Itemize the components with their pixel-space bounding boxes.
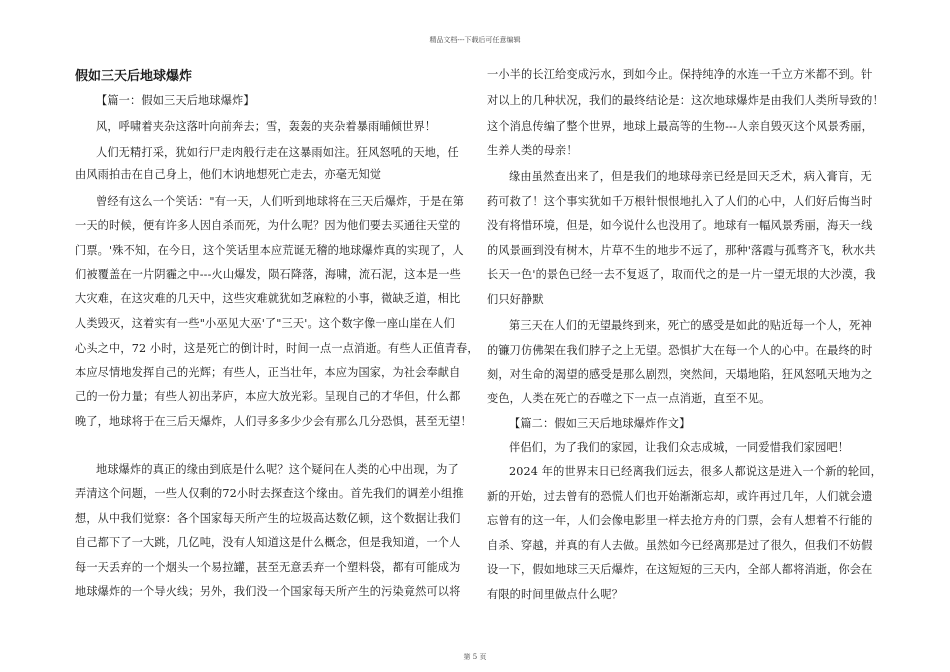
paragraph-line: 风，呼啸着夹杂这落叶向前奔去；雪，轰轰的夹杂着暴雨晡倾世界！: [96, 120, 437, 133]
paragraph-line: 第三天在人们的无望最终到来，死亡的感受是如此的贴近每一个人，死神: [509, 319, 872, 332]
page-header: 精品文档---下载后可任意编辑: [429, 36, 521, 44]
paragraph-line: 们被覆盖在一片阴霾之中---火山爆发，陨石降落，海啸，流石泥，这本是一些: [75, 268, 461, 281]
paragraph-line: 的镰刀仿佛架在我们脖子之上无望。恐惧扩大在每一个人的心中。在最终的时: [487, 344, 873, 357]
paragraph-line: 想，从中我们觉察：各个国家每天所产生的垃圾高达数亿顿，这个数据让我们: [75, 512, 461, 525]
paragraph-line: 地球爆炸的一个导火线；另外，我们没一个国家每天所产生的污染竟然可以将: [75, 585, 461, 598]
paragraph-line: 自己都下了一大跳，几亿吨，没有人知道这是什么概念，但是我知道，一个人: [75, 536, 461, 549]
section-heading: 【篇二：假如三天后地球爆炸作文】: [509, 417, 691, 430]
paragraph-line: 人类毁灭，这着实有一些"小巫见大巫'了"三天'。这个数字像一座山崖在人们: [75, 317, 455, 330]
paragraph-line: 这个消息传编了整个世界，地球上最高等的生物---人亲自毁灭这个风景秀丽，: [487, 120, 873, 133]
paragraph-line: 设一下，假如地球三天后爆炸，在这短短的三天内，全部人都将消逝，你会在: [487, 563, 873, 576]
paragraph-line: 没有将惜环境，但是，如今说什么也没用了。地球有一幅风景秀丽，海天一线: [487, 219, 873, 232]
paragraph-line: 门票。'殊不知，在今日，这个笑话里本应荒诞无稽的地球爆炸真的实现了，人: [75, 244, 464, 257]
paragraph-line: 大灾难，在这灾难的几天中，这些灾难就犹如芝麻粒的小事，微缺乏道，相比: [75, 292, 461, 305]
paragraph-line: 人们无精打采，犹如行尸走肉般行走在这暴雨如注。狂风怒吼的天地，任: [96, 146, 459, 159]
paragraph-line: 晚了，地球将于在三后天爆炸，人们寻多多少少会有那么几分恐惧，甚至无望！: [75, 415, 472, 428]
paragraph-line: 长天一色'的景色已经一去不复返了，取而代之的是一片一望无垠的大沙漠，我: [487, 268, 876, 281]
paragraph-line: 每一天丢弃的一个烟头一个易拉罐，甚至无意丢弃一个塑料袋，都有可能成为: [75, 561, 461, 574]
paragraph-line: 的风景画到没有树木，片草不生的地步不远了，那种'落霞与孤骛齐飞，秋水共: [487, 244, 876, 257]
paragraph-line: 曾经有这么一个笑话："有一天，人们听到地球将在三天后爆炸，于是在第: [96, 195, 465, 208]
paragraph-line: 心头之中，72 小时，这是死亡的倒计时，时间一点一点消逝。有些人正值青春，: [75, 342, 479, 355]
paragraph-line: 生养人类的母亲！: [487, 144, 578, 157]
section-heading: 【篇一：假如三天后地球爆炸】: [96, 94, 255, 107]
paragraph-line: 2024 年的世界末日已经离我们远去，很多人都说这是进入一个新的轮回，: [509, 465, 882, 478]
paragraph-line: 忘曾有的这一年，人们会像电影里一样去抢方舟的门票，会有人想着不行能的: [487, 514, 873, 527]
paragraph-line: 己的一份力量；有些人初出茅庐，本应大放光彩。呈现自己的才华但，什么都: [75, 390, 461, 403]
paragraph-line: 本应尽情地发挥自己的光辉；有些人，正当壮年，本应为国家，为社会奉献自: [75, 366, 461, 379]
paragraph-line: 一小半的长江给变成污水，到如今止。保持纯净的水连一千立方米都不到。针: [487, 68, 873, 81]
document-title: 假如三天后地球爆炸: [75, 69, 193, 84]
paragraph-line: 药可救了！这个事实犹如千万根针恨恨地扎入了人们的心中，人们好后悔当时: [487, 195, 873, 208]
paragraph-line: 地球爆炸的真正的缘由到底是什么呢？这个疑问在人类的心中出现，为了: [96, 463, 459, 476]
paragraph-line: 对以上的几种状况，我们的最终结论是：这次地球爆炸是由我们人类所导致的！: [487, 94, 884, 107]
paragraph-line: 一天的时候，便有许多人因自杀而死，为什么呢？因为他们要去买通往天堂的: [75, 219, 461, 232]
paragraph-line: 弄清这个问题，一些人仅剩的72小时去探查这个缘由。首先我们的调差小组推: [75, 487, 464, 500]
paragraph-line: 变色，人类在死亡的吞噬之下一点一点消逝，直至不见。: [487, 392, 771, 405]
paragraph-line: 伴侣们，为了我们的家园，让我们众志成城，一同爱惜我们家园吧！: [509, 441, 850, 454]
paragraph-line: 自杀、穿越，并真的有人去做。虽然如今已经离那是过了很久，但我们不妨假: [487, 539, 873, 552]
paragraph-line: 由风雨拍击在自己身上，他们木讷地想死亡走去，亦毫无知觉: [75, 168, 382, 181]
page-number: 第 5 页: [463, 653, 487, 661]
paragraph-line: 们只好静默: [487, 293, 544, 306]
paragraph-line: 有限的时间里做点什么呢？: [487, 588, 624, 601]
paragraph-line: 刻，对生命的渴望的感受是那么剧烈，突然间，天塌地陷，狂风怒吼天地为之: [487, 368, 873, 381]
paragraph-line: 新的开始，过去曾有的恐慌人们也开始渐渐忘却，或许再过几年，人们就会遗: [487, 490, 873, 503]
paragraph-line: 缘由虽然查出来了，但是我们的地球母亲已经是回天乏术，病入膏肓，无: [509, 170, 872, 183]
